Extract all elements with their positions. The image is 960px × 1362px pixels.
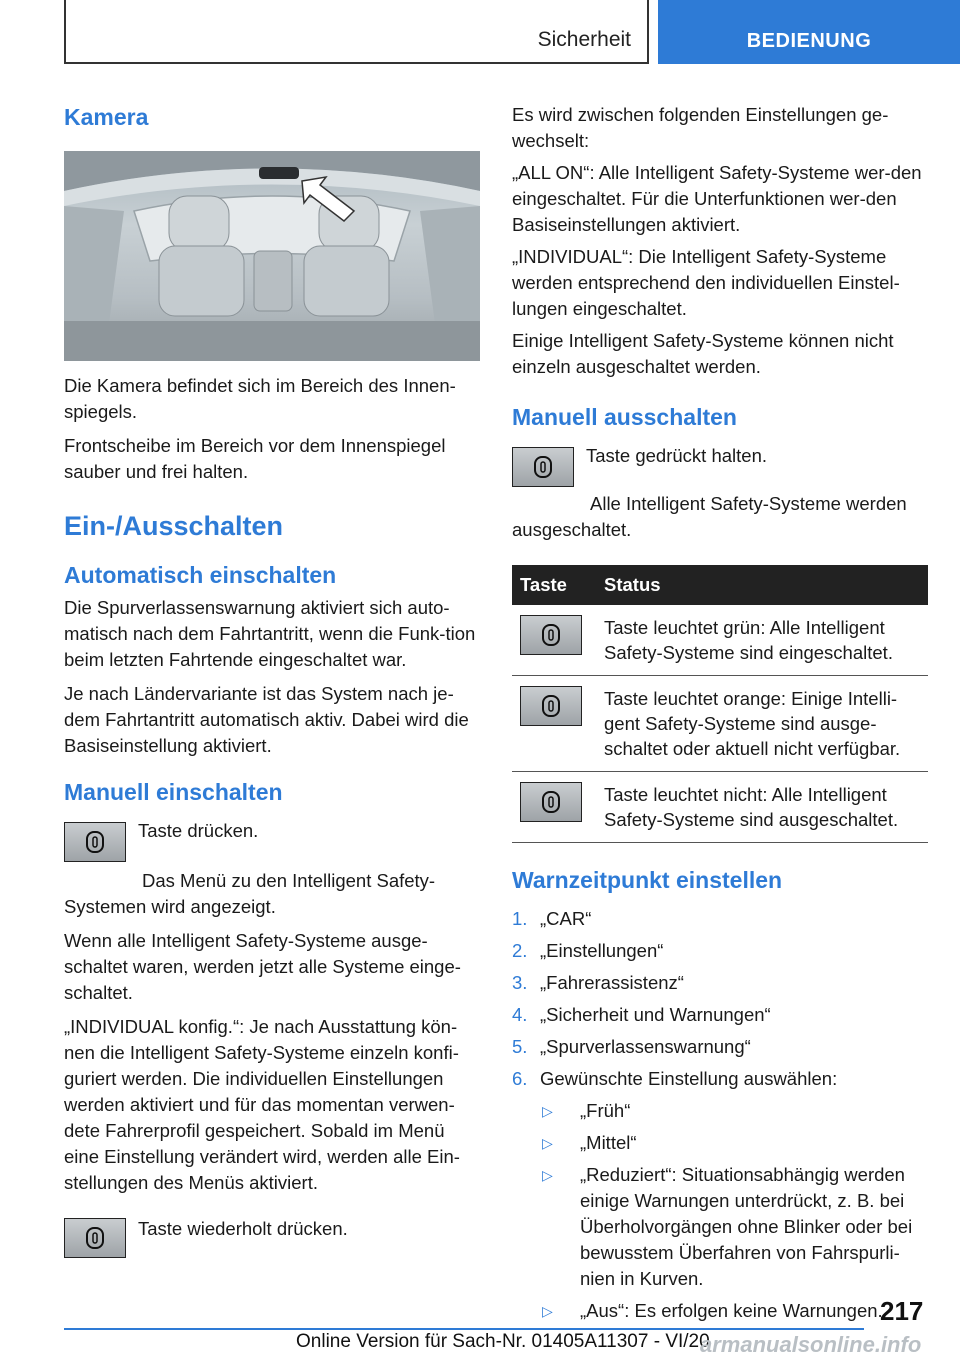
list-item: 4. „Sicherheit und Warnungen“ (512, 1002, 928, 1028)
camera-heading: Kamera (64, 104, 149, 130)
option-aus: „Aus“: Es erfolgen keine Warnungen. (580, 1300, 883, 1321)
menu-path-spurverlassen: „Spurverlassenswarnung“ (540, 1036, 751, 1057)
onoff-heading: Ein-/Ausschalten (64, 511, 284, 541)
auto-on-text-2: Je nach Ländervariante ist das System nach je-dem Fahrtantritt automatisch aktiv. Dabei wird die Basiseinstellung aktiviert. (64, 683, 469, 756)
manual-on-all-text: Wenn alle Intelligent Safety-Systeme ausge-schaltet waren, werden jetzt alle Systeme einge-schaltet. (64, 930, 461, 1003)
camera-location-illustration (64, 151, 480, 361)
auto-on-text-1: Die Spurverlassenswarnung aktiviert sich auto-matisch nach dem Fahrtantritt, wenn die Funk-tion beim letzten Fahrtende eingeschaltet war. (64, 597, 476, 670)
safety-button-icon (64, 1218, 126, 1258)
camera-clean-text: Frontscheibe im Bereich vor dem Innenspiegel sauber und frei halten. (64, 435, 446, 482)
manual-off-instruction (512, 443, 928, 487)
menu-path-fahrerassistenz: „Fahrerassistenz“ (540, 972, 684, 993)
status-orange-text: Taste leuchtet orange: Einige Intelli-gent Safety-Systeme sind ausge-schaltet oder aktuell nicht verfügbar. (596, 676, 928, 772)
manual-on-menu-text: Das Menü zu den Intelligent Safety-Systemen wird angezeigt. (64, 870, 436, 917)
header-section-title: Sicherheit (537, 28, 631, 51)
header-frame (64, 0, 649, 64)
auto-on-heading: Automatisch einschalten (64, 562, 337, 588)
manual-on-heading: Manuell einschalten (64, 779, 283, 805)
manual-off-result: Alle Intelligent Safety-Systeme werden ausgeschaltet. (512, 493, 907, 540)
list-item: 2. „Einstellungen“ (512, 938, 928, 964)
manual-on-individual-text: „INDIVIDUAL konfig.“: Je nach Ausstattung kön-nen die Intelligent Safety-Systeme einzeln konfi-guriert werden. Die individuellen Einstellungen werden aktiviert und für das momentan verwen-dete Fahrerprofil gespeichert. Sobald im Menü eine Einstellung verändert wird, werden alle Ein-stellungen des Menüs aktiviert. (64, 1016, 460, 1193)
footer-divider (64, 1328, 864, 1330)
safety-button-icon (520, 782, 582, 822)
option-reduziert: „Reduziert“: Situationsabhängig werden einige Warnungen unterdrückt, z. B. bei Überholvorgängen ohne Blinker oder bei bewusstem Überfahren von Fahrspurli-nien in Kurven. (580, 1164, 913, 1289)
option-frueh: „Früh“ (580, 1100, 631, 1121)
table-row (512, 676, 928, 772)
list-item: 3. „Fahrerassistenz“ (512, 970, 928, 996)
manual-off-step: Taste gedrückt halten. (586, 445, 767, 466)
settings-intro-text: Es wird zwischen folgenden Einstellungen ge-wechselt: (512, 104, 889, 151)
menu-path-sicherheit: „Sicherheit und Warnungen“ (540, 1004, 771, 1025)
header-tab-bedienung[interactable]: BEDIENUNG (658, 0, 960, 64)
status-table-header-status: Status (596, 565, 928, 605)
option-mittel: „Mittel“ (580, 1132, 637, 1153)
triangle-bullet-icon: ▷ (542, 1103, 553, 1119)
table-row (512, 772, 928, 843)
individual-text: „INDIVIDUAL“: Die Intelligent Safety-Systeme werden entsprechend den individuellen Einstel-lungen eingeschaltet. (512, 246, 900, 319)
right-column (512, 96, 928, 1324)
safety-button-icon (512, 447, 574, 487)
online-version-text: Online Version für Sach-Nr. 01405A11307 - VI/20 (296, 1331, 710, 1352)
safety-button-icon (520, 686, 582, 726)
status-table-header-taste: Taste (512, 565, 596, 605)
list-item (540, 1298, 928, 1324)
page-number: 217 (880, 1296, 924, 1326)
menu-path-einstellungen: „Einstellungen“ (540, 940, 664, 961)
status-green-text: Taste leuchtet grün: Alle Intelligent Safety-Systeme sind eingeschaltet. (596, 605, 928, 676)
triangle-bullet-icon: ▷ (542, 1303, 553, 1319)
list-item: 5. „Spurverlassenswarnung“ (512, 1034, 928, 1060)
manual-on-repeat-text: Taste wiederholt drücken. (138, 1218, 348, 1239)
list-item: 1. „CAR“ (512, 906, 928, 932)
safety-button-icon (64, 822, 126, 862)
watermark-text: armanualsonline.info (700, 1332, 922, 1357)
not-individually-text: Einige Intelligent Safety-Systeme können nicht einzeln ausgeschaltet werden. (512, 330, 894, 377)
triangle-bullet-icon: ▷ (542, 1167, 553, 1183)
car-interior-icon (64, 151, 480, 361)
manual-on-instruction (64, 818, 480, 862)
left-column (64, 96, 480, 1258)
camera-location-text: Die Kamera befindet sich im Bereich des Innen-spiegels. (64, 375, 456, 422)
status-off-text: Taste leuchtet nicht: Alle Intelligent Safety-Systeme sind ausgeschaltet. (596, 772, 928, 843)
table-row (512, 605, 928, 676)
list-item (540, 1098, 928, 1124)
warn-time-heading: Warnzeitpunkt einstellen (512, 867, 783, 893)
safety-button-icon (520, 615, 582, 655)
triangle-bullet-icon: ▷ (542, 1135, 553, 1151)
all-on-text: „ALL ON“: Alle Intelligent Safety-Systeme wer-den eingeschaltet. Für die Unterfunktionen wer-den Basiseinstellungen aktiviert. (512, 162, 922, 235)
list-item: 6. Gewünschte Einstellung auswählen: (512, 1066, 928, 1092)
manual-on-step-1: Taste drücken. (138, 820, 259, 841)
manual-on-repeat-instruction (64, 1216, 480, 1258)
manual-off-heading: Manuell ausschalten (512, 404, 737, 430)
menu-path-car: „CAR“ (540, 908, 592, 929)
choose-setting-text: Gewünschte Einstellung auswählen: (540, 1068, 838, 1089)
list-item (540, 1162, 928, 1292)
status-table (512, 565, 928, 843)
list-item (540, 1130, 928, 1156)
